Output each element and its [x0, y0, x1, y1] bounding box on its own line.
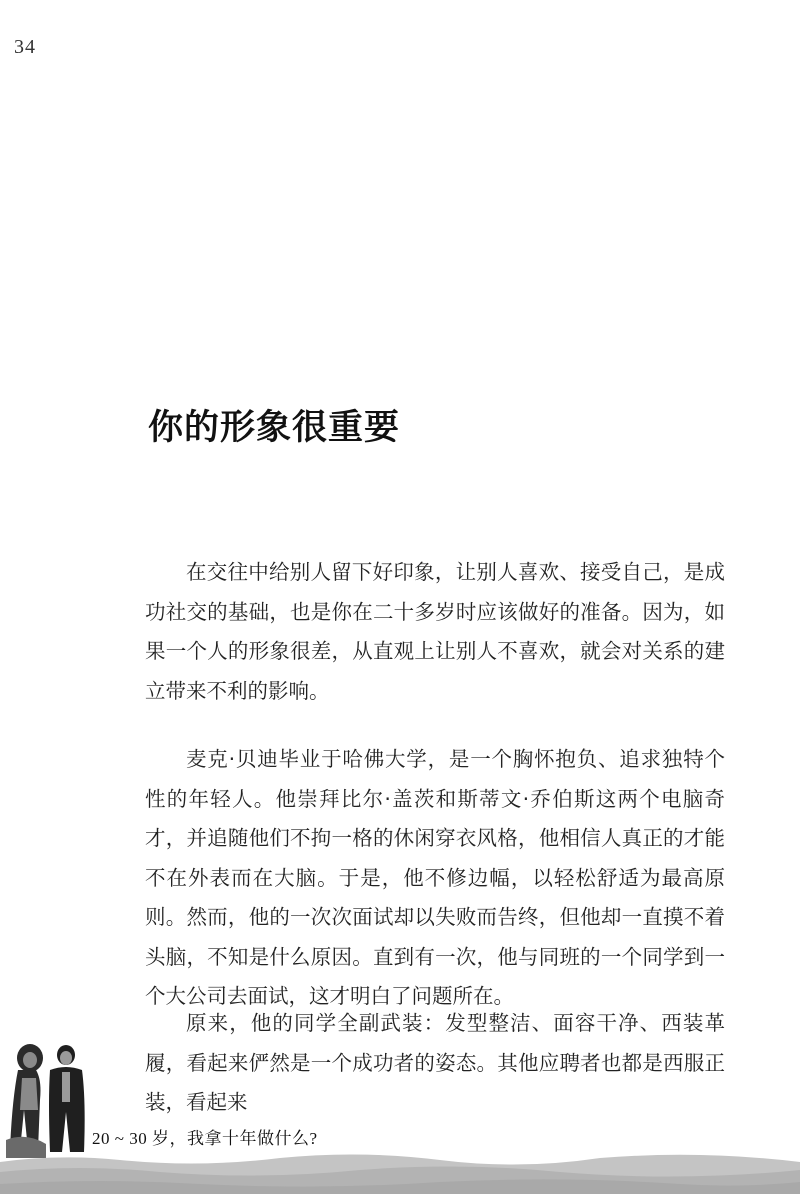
body-paragraph-2 [145, 740, 725, 1017]
body-paragraph-1 [145, 553, 725, 711]
body-paragraph-3 [145, 1004, 725, 1123]
couple-illustration [6, 1040, 96, 1158]
footer-wave-band [0, 1150, 800, 1194]
paragraph-text: 麦克·贝迪毕业于哈佛大学，是一个胸怀抱负、追求独特个性的年轻人。他崇拜比尔·盖茨和斯蒂文·乔伯斯这两个电脑奇才，并追随他们不拘一格的休闲穿衣风格，他相信人真正的才能不在外表而在大脑。于是，他不修边幅，以轻松舒适为最高原则。然而，他的一次次面试却以失败而告终，但他却一直摸不着头脑，不知是什么原因。直到有一次，他与同班的一个同学到一个大公司去面试，这才明白了问题所在。 [145, 747, 725, 1008]
paragraph-text: 在交往中给别人留下好印象，让别人喜欢、接受自己，是成功社交的基础，也是你在二十多岁时应该做好的准备。因为，如果一个人的形象很差，从直观上让别人不喜欢，就会对关系的建立带来不利的影响。 [145, 560, 725, 703]
footer-caption: 20 ~ 30 岁，我拿十年做什么? [92, 1129, 318, 1148]
page-number: 34 [14, 36, 36, 58]
paragraph-text: 原来，他的同学全副武装：发型整洁、面容干净、西装革履，看起来俨然是一个成功者的姿态。其他应聘者也都是西服正装，看起来 [145, 1011, 725, 1114]
chapter-title: 你的形象很重要 [148, 407, 401, 448]
